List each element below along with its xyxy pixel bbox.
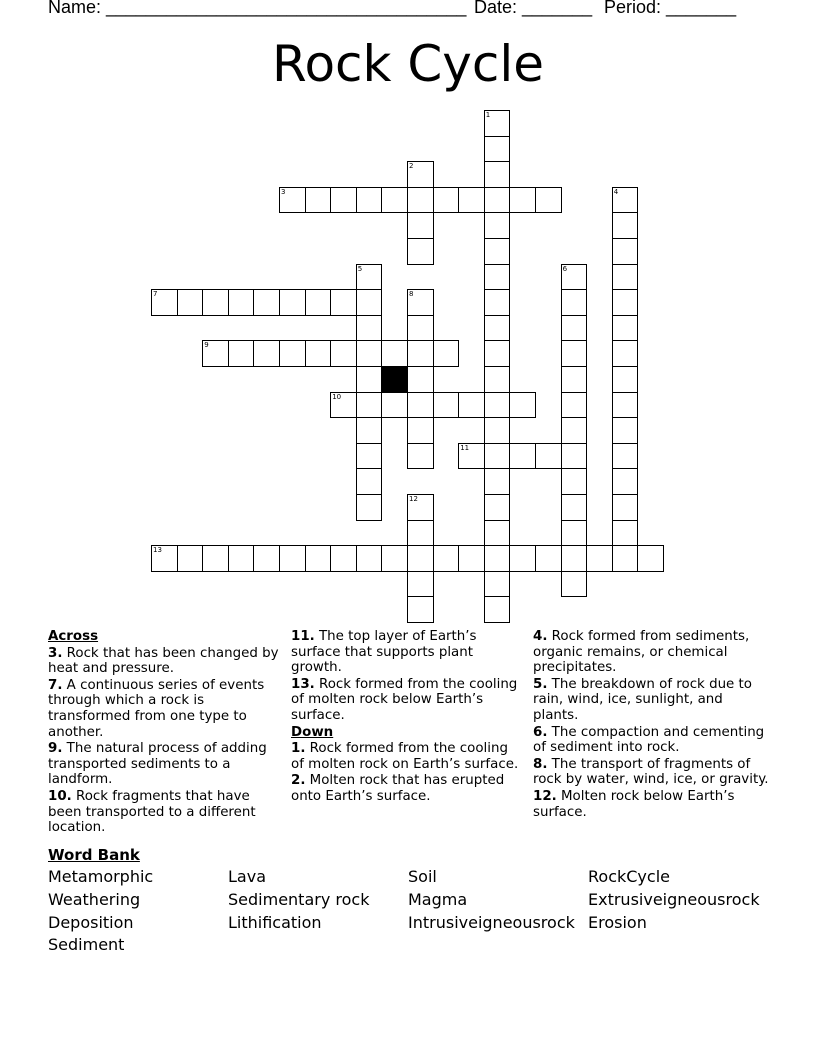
grid-cell[interactable] [253,340,280,367]
grid-cell[interactable] [637,545,664,572]
grid-cell[interactable] [484,110,511,137]
clue-text: The compaction and cementing of sediment into rock. [533,724,765,756]
grid-cell[interactable] [561,545,588,572]
grid-cell[interactable] [561,520,588,547]
grid-cell[interactable] [484,340,511,367]
grid-cell[interactable] [279,289,306,316]
grid-cell[interactable] [356,468,383,495]
grid-cell[interactable] [458,392,485,419]
grid-cell[interactable] [330,545,357,572]
down-heading: Down [291,724,334,740]
clue-number: 13. [291,676,315,692]
grid-cell[interactable] [279,545,306,572]
grid-cell[interactable] [484,212,511,239]
grid-cell[interactable] [484,161,511,188]
grid-cell[interactable] [407,366,434,393]
grid-cell[interactable] [612,392,639,419]
clue-number: 10. [48,788,72,804]
grid-cell[interactable] [381,340,408,367]
clue-across-11 [291,629,523,676]
grid-cell[interactable] [561,315,588,342]
grid-cell[interactable] [433,545,460,572]
clues-column-1 [48,629,284,837]
grid-cell[interactable] [612,187,639,214]
word-bank-item: Intrusiveigneousrock [408,913,575,932]
clue-down-8 [533,757,769,788]
grid-cell[interactable] [228,340,255,367]
clue-text: The transport of fragments of rock by water, wind, ice, or gravity. [533,756,769,788]
grid-cell[interactable] [586,545,613,572]
word-bank-item: Magma [408,890,468,909]
word-bank-item: Soil [408,867,437,886]
word-bank-item: Lava [228,867,266,886]
grid-cell[interactable] [228,545,255,572]
grid-cell[interactable] [407,161,434,188]
grid-cell[interactable] [202,289,229,316]
clue-number-label: 10 [332,392,342,401]
grid-cell[interactable] [407,571,434,598]
grid-cell[interactable] [330,340,357,367]
clue-text: Rock formed from the cooling of molten rock on Earth’s surface. [291,741,519,772]
grid-cell[interactable] [407,340,434,367]
grid-cell[interactable] [407,443,434,470]
grid-cell[interactable] [356,417,383,444]
clue-down-5 [533,677,769,724]
grid-cell[interactable] [612,417,639,444]
grid-cell[interactable] [484,289,511,316]
grid-cell[interactable] [356,545,383,572]
clue-text: Rock that has been changed by heat and pressure. [48,645,279,677]
grid-cell[interactable] [305,187,332,214]
grid-cell[interactable] [177,545,204,572]
black-cell [381,366,408,393]
grid-cell[interactable] [484,392,511,419]
grid-cell[interactable] [433,392,460,419]
grid-cell[interactable] [612,366,639,393]
grid-cell[interactable] [561,392,588,419]
grid-cell[interactable] [202,545,229,572]
word-bank-item: Sediment [48,935,125,954]
clues-column-2 [291,629,523,806]
grid-cell[interactable] [484,571,511,598]
grid-cell[interactable] [433,340,460,367]
grid-cell[interactable] [330,392,357,419]
clue-across-9 [48,741,284,788]
grid-cell[interactable] [509,187,536,214]
clue-number-label: 3 [281,187,286,196]
grid-cell[interactable] [612,315,639,342]
clue-number-label: 8 [409,290,414,299]
grid-cell[interactable] [561,494,588,521]
grid-cell[interactable] [407,596,434,623]
word-bank-item: Erosion [588,913,647,932]
grid-cell[interactable] [330,289,357,316]
grid-cell[interactable] [561,468,588,495]
grid-cell[interactable] [407,238,434,265]
grid-cell[interactable] [356,443,383,470]
grid-cell[interactable] [484,315,511,342]
grid-cell[interactable] [612,520,639,547]
clue-text: The breakdown of rock due to rain, wind, ice, sunlight, and plants. [533,676,752,723]
grid-cell[interactable] [356,340,383,367]
clue-number-label: 4 [613,187,619,196]
grid-cell[interactable] [279,340,306,367]
grid-cell[interactable] [561,417,588,444]
grid-cell[interactable] [484,443,511,470]
grid-cell[interactable] [561,340,588,367]
grid-cell[interactable] [381,545,408,572]
clue-text: Rock fragments that have been transported to a different location. [48,788,256,836]
clue-number: 2. [291,773,306,789]
clue-text: A continuous series of events through which a rock is transformed from one type to another. [48,677,265,740]
grid-cell[interactable] [356,315,383,342]
grid-cell[interactable] [612,212,639,239]
clue-number-label: 5 [357,264,363,273]
clue-number-label: 2 [409,162,414,171]
clue-text: Molten rock that has erupted onto Earth’s surface. [291,773,505,804]
word-bank-item: Metamorphic [48,867,154,886]
grid-cell[interactable] [458,443,485,470]
word-bank-item: Weathering [48,890,141,909]
clue-down-2 [291,773,523,804]
grid-cell[interactable] [561,443,588,470]
word-bank-item: RockCycle [588,867,670,886]
grid-cell[interactable] [484,136,511,163]
grid-cell[interactable] [253,545,280,572]
clue-text: The natural process of adding transported sediments to a landform. [48,741,267,788]
grid-cell[interactable] [484,187,511,214]
clue-number-label: 6 [562,264,568,273]
grid-cell[interactable] [509,545,536,572]
grid-cell[interactable] [458,545,485,572]
clue-text: Rock formed from the cooling of molten rock below Earth’s surface. [291,676,518,723]
clue-number: 1. [291,741,306,757]
clue-across-7 [48,678,284,740]
grid-cell[interactable] [253,289,280,316]
word-bank-heading: Word Bank [48,846,140,864]
word-bank-item: Deposition [48,913,134,932]
clues-column-3 [533,629,769,821]
grid-cell[interactable] [561,289,588,316]
grid-cell[interactable] [612,494,639,521]
period-field-label: Period: _______ [604,0,737,17]
grid-cell[interactable] [561,571,588,598]
grid-cell[interactable] [509,443,536,470]
grid-cell[interactable] [407,417,434,444]
clue-number: 8. [533,756,548,772]
clue-number: 4. [533,629,548,644]
clue-number-label: 13 [153,546,162,555]
clue-number-label: 1 [485,111,491,119]
grid-cell[interactable] [356,187,383,214]
clue-number-label: 11 [460,443,470,452]
grid-cell[interactable] [561,264,588,291]
grid-cell[interactable] [381,392,408,419]
grid-cell[interactable] [433,187,460,214]
grid-cell[interactable] [484,494,511,521]
grid-cell[interactable] [407,187,434,214]
word-bank-item: Sedimentary rock [228,890,370,909]
clue-number-label: 7 [153,290,158,299]
grid-cell[interactable] [484,366,511,393]
grid-cell[interactable] [151,289,178,316]
clue-down-1 [291,741,523,772]
clue-down-4 [533,629,769,676]
grid-cell[interactable] [228,289,255,316]
clue-number-label: 12 [409,495,418,503]
name-field-label: Name: ____________________________________ [48,0,467,17]
clue-text: The top layer of Earth’s surface that supports plant growth. [291,629,477,676]
grid-cell[interactable] [484,545,511,572]
word-bank-item: Extrusiveigneousrock [588,890,760,909]
clue-number: 5. [533,676,548,692]
grid-cell[interactable] [484,238,511,265]
grid-cell[interactable] [535,545,562,572]
grid-cell[interactable] [612,238,639,265]
grid-cell[interactable] [484,468,511,495]
grid-cell[interactable] [458,187,485,214]
grid-cell[interactable] [356,392,383,419]
grid-cell[interactable] [356,366,383,393]
grid-cell[interactable] [509,392,536,419]
grid-cell[interactable] [330,187,357,214]
grid-cell[interactable] [305,289,332,316]
grid-cell[interactable] [407,289,434,316]
clue-number: 9. [48,741,63,757]
grid-cell[interactable] [407,392,434,419]
clue-down-12 [533,789,769,820]
clue-text: Molten rock below Earth’s surface. [533,788,735,820]
grid-cell[interactable] [612,468,639,495]
page-title: Rock Cycle [271,35,545,93]
clue-number: 7. [48,677,63,693]
clue-down-6 [533,725,769,756]
grid-cell[interactable] [612,545,639,572]
grid-cell[interactable] [535,443,562,470]
grid-cell[interactable] [484,596,511,623]
grid-cell[interactable] [612,340,639,367]
grid-cell[interactable] [407,545,434,572]
grid-cell[interactable] [177,289,204,316]
grid-cell[interactable] [484,417,511,444]
clue-number: 3. [48,645,63,661]
grid-cell[interactable] [484,520,511,547]
grid-cell[interactable] [381,187,408,214]
grid-cell[interactable] [612,289,639,316]
grid-cell[interactable] [407,212,434,239]
grid-cell[interactable] [561,366,588,393]
grid-cell[interactable] [484,264,511,291]
grid-cell[interactable] [407,315,434,342]
clue-across-3 [48,646,284,677]
grid-cell[interactable] [612,443,639,470]
grid-cell[interactable] [279,187,306,214]
grid-cell[interactable] [407,494,434,521]
clue-across-13 [291,677,523,724]
word-bank-item: Lithification [228,913,322,932]
clue-text: Rock formed from sediments, organic remains, or chemical precipitates. [533,629,750,676]
across-heading: Across [48,629,99,644]
clue-number: 12. [533,788,557,804]
clue-number-label: 9 [204,341,209,350]
grid-cell[interactable] [407,520,434,547]
clue-number: 6. [533,724,548,740]
grid-cell[interactable] [305,545,332,572]
grid-cell[interactable] [151,545,178,572]
grid-cell[interactable] [356,264,383,291]
clue-number: 11. [291,629,315,644]
grid-cell[interactable] [356,494,383,521]
grid-cell[interactable] [356,289,383,316]
clue-across-10 [48,789,284,836]
grid-cell[interactable] [202,340,229,367]
date-field-label: Date: _______ [474,0,593,17]
grid-cell[interactable] [612,264,639,291]
grid-cell[interactable] [535,187,562,214]
grid-cell[interactable] [305,340,332,367]
